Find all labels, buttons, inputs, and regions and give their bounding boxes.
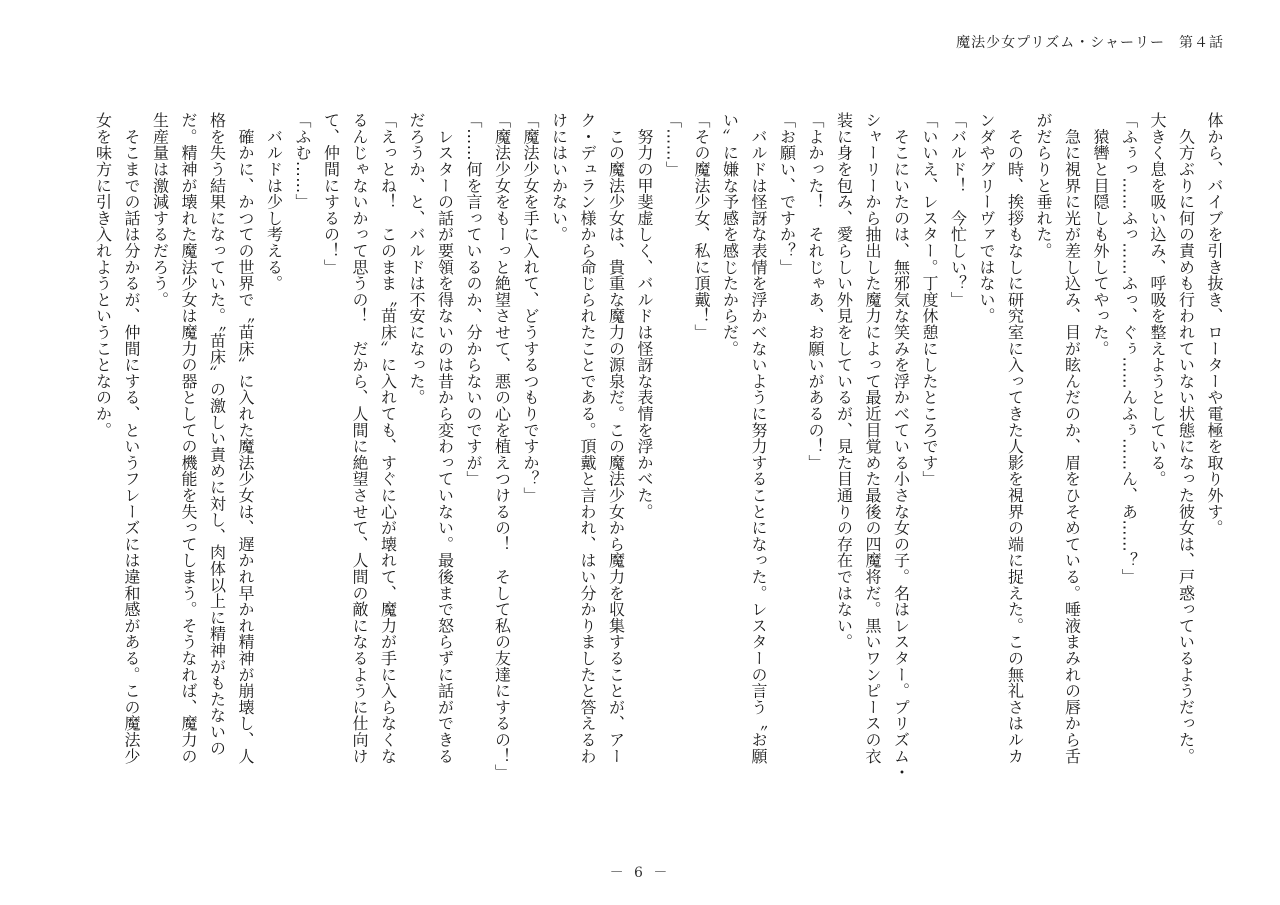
text-line: バルドは怪訝な表情を浮かべないように努力することになった。レスターの言う〝お願	[749, 112, 768, 764]
text-line: て、仲間にするの！」	[321, 112, 341, 275]
text-line: そこにいたのは、無邪気な笑みを浮かべている小さな女の子。名はレスター。プリズム・	[891, 112, 911, 781]
text-line: 「魔法少女をもーっと絶望させて、悪の心を植えつけるの！ そして私の友達にするの！」	[492, 112, 512, 781]
text-line: けにはいかない。	[549, 112, 569, 243]
text-line: 久方ぶりに何の責めも行われていない状態になった彼女は、戸惑っているようだった。	[1176, 112, 1196, 764]
text-line: 確かに、かつての世界で〝苗床〟に入れた魔法少女は、遅かれ早かれ精神が崩壊し、人	[236, 112, 255, 764]
text-line: 猿轡と目隠しも外してやった。	[1091, 112, 1110, 357]
text-line: 「えっとね！ このまま〝苗床〟に入れても、すぐに心が壊れて、魔力が手に入らなくな	[378, 112, 398, 764]
text-line: 「その魔法少女、私に頂戴！」	[692, 112, 711, 341]
text-line: 「……何を言っているのか、分からないのですが」	[464, 112, 483, 487]
text-line: がだらりと垂れた。	[1034, 112, 1053, 259]
text-line: 格を失う結果になっていた。〝苗床〟の激しい責めに対し、肉体以上に精神がもたないの	[207, 112, 227, 756]
text-line: 「ふぅっ……ふっ……ふっ、ぐぅ……んふぅ……ん、あ……？」	[1119, 112, 1139, 585]
text-line: 「……」	[663, 112, 683, 178]
text-line: 「いいえ、レスター。丁度休憩にしたところです」	[920, 112, 939, 487]
text-line: 「お願い、ですか？」	[777, 112, 797, 275]
text-line: 「バルド！ 今忙しい？」	[948, 112, 968, 308]
running-header	[956, 32, 1224, 52]
text-line: その時、挨拶もなしに研究室に入ってきた人影を視界の端に捉えた。この無礼さはルカ	[1005, 112, 1025, 764]
vertical-body-text	[78, 112, 1228, 857]
book-title: 魔法少女プリズム・シャーリー	[956, 35, 1165, 51]
text-line: この魔法少女は、貴重な魔力の源泉だ。この魔法少女から魔力を収集することが、アー	[606, 112, 626, 764]
text-line: だろうか、と、バルドは不安になった。	[407, 112, 426, 406]
text-line: そこまでの話は分かるが、仲間にする、というフレーズには違和感がある。この魔法少	[122, 112, 141, 764]
text-line: 装に身を包み、愛らしい外見をしているが、見た目通りの存在ではない。	[834, 112, 854, 650]
page-number: － 6 －	[609, 865, 671, 881]
text-line: 生産量は激減するだろう。	[150, 112, 170, 308]
text-line: 急に視界に光が差し込み、目が眩んだのか、眉をひそめている。唾液まみれの唇から舌	[1062, 112, 1082, 764]
text-line: だ。精神が壊れた魔法少女は魔力の器としての機能を失ってしまう。そうなれば、魔力の	[179, 112, 198, 764]
text-line: レスターの話が要領を得ないのは昔から変わっていない。最後まで怒らずに話ができる	[435, 112, 455, 764]
text-line: バルドは少し考える。	[264, 112, 284, 292]
text-line: 体から、バイブを引き抜き、ローターや電極を取り外す。	[1205, 112, 1224, 536]
text-line: 「ふむ……」	[293, 112, 312, 210]
text-line: 大きく息を吸い込み、呼吸を整えようとしている。	[1148, 112, 1167, 487]
text-line: 「よかった！ それじゃあ、お願いがあるの！」	[806, 112, 825, 471]
text-line: 女を味方に引き入れようということなのか。	[93, 112, 113, 438]
text-line: ンダやグリーヴァではない。	[977, 112, 996, 324]
chapter-label: 第４話	[1179, 35, 1224, 51]
text-line: 「魔法少女を手に入れて、どうするつもりですか？」	[521, 112, 540, 504]
text-line: 努力の甲斐虚しく、バルドは怪訝な表情を浮かべた。	[635, 112, 654, 520]
text-line: るんじゃないかって思うの！ だから、人間に絶望させて、人間の敵になるように仕向け	[350, 112, 369, 764]
text-line: い〟に嫌な予感を感じたからだ。	[720, 112, 740, 357]
text-line: ク・デュラン様から命じられたことである。頂戴と言われ、はい分かりましたと答えるわ	[578, 112, 597, 764]
text-line: シャーリーから抽出した魔力によって最近目覚めた最後の四魔将だ。黒いワンピースの衣	[863, 112, 882, 764]
